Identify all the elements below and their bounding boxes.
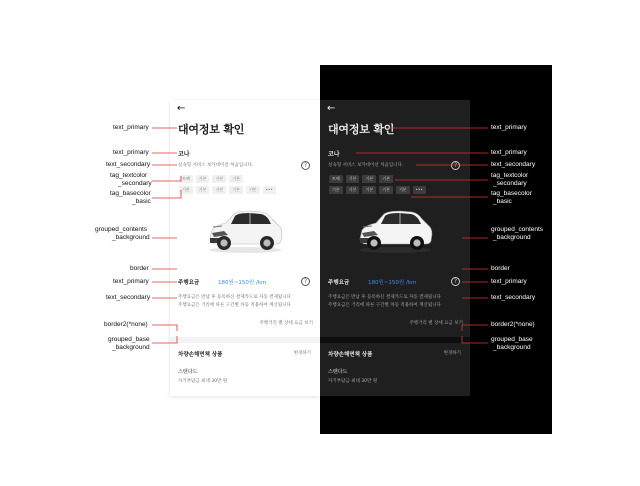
annotation-line: _background — [493, 234, 531, 241]
annotation-border2: border2(*none) — [491, 321, 535, 328]
annotation-tag-textcolor — [110, 172, 152, 188]
fee-label: 주행요금 — [328, 280, 350, 286]
annotation-grouped-contents — [95, 226, 150, 242]
car-description: 실속형 서비스 보카데이션 처음입니다. — [178, 163, 254, 168]
back-arrow-icon[interactable]: ← — [327, 103, 336, 114]
annotation-line: _basic — [132, 198, 151, 205]
car-description: 실속형 서비스 보카데이션 처음입니다. — [328, 163, 404, 168]
option-tag: 기본 — [246, 186, 260, 194]
annotation-text-primary: text_primary — [491, 278, 527, 285]
fee-help-icon[interactable]: ? — [301, 277, 310, 286]
insurance-note: 자기부담금 최대 30만 원 — [328, 379, 378, 384]
annotation-line: tag_textcolor — [110, 172, 148, 179]
fee-description-line: 주행요금은 반납 후 등록하신 결제카드로 자동 결제됩니다 — [178, 295, 291, 300]
annotation-border2: border2(*none) — [104, 321, 148, 328]
option-tag: 트랙 — [179, 175, 193, 183]
annotation-line: _background — [112, 234, 150, 241]
option-tag: 기본 — [212, 175, 226, 183]
fee-help-icon[interactable]: ? — [451, 277, 460, 286]
back-arrow-icon[interactable]: ← — [177, 103, 186, 114]
annotation-grouped-base — [108, 336, 150, 352]
option-tag: 기본 — [362, 175, 376, 183]
option-tag: 기본 — [379, 175, 393, 183]
option-tag: 기본 — [196, 186, 210, 194]
annotation-line: grouped_base — [108, 336, 150, 343]
annotation-line: _background — [493, 344, 531, 351]
option-tag: 기본 — [379, 186, 393, 194]
fee-label: 주행요금 — [178, 280, 200, 286]
annotation-line: _basic — [493, 198, 512, 205]
annotation-line: grouped_base — [491, 336, 533, 343]
option-tag: 기본 — [212, 186, 226, 194]
option-tag: 기본 — [346, 175, 360, 183]
annotation-text-secondary: text_secondary — [106, 294, 151, 301]
page-title: 대여정보 확인 — [328, 123, 395, 136]
more-tags-button[interactable]: ••• — [263, 186, 276, 194]
annotation-line: _background — [112, 344, 150, 351]
annotation-tag-basecolor — [491, 190, 532, 206]
fee-value: 180원~150원 /km — [218, 280, 267, 286]
option-tag: 기본 — [346, 186, 360, 194]
fee-description-line: 주행요금은 반납 후 등록하신 결제카드로 자동 결제됩니다 — [328, 295, 441, 300]
annotation-line: _secondary — [118, 180, 152, 187]
annotation-text-primary: text_primary — [113, 278, 149, 285]
annotation-text-secondary: text_secondary — [106, 161, 151, 168]
fee-detail-link[interactable]: 주행거리 별 상세 요금 보기 — [259, 321, 313, 326]
insurance-plan: 스탠다드 — [328, 369, 348, 375]
option-tag: 기본 — [229, 186, 243, 194]
annotation-text-primary: text_primary — [491, 149, 527, 156]
annotation-text-primary: text_primary — [113, 124, 149, 131]
fee-description-line: 주행요금은 거리에 따른 구간별 차등 적용하여 계산됩니다 — [328, 303, 441, 308]
annotation-line: grouped_contents — [95, 226, 148, 233]
annotation-text-primary: text_primary — [491, 124, 527, 131]
help-icon[interactable]: ? — [451, 161, 460, 170]
insurance-title: 차량손해면책 상품 — [178, 352, 223, 358]
annotation-border: border — [491, 265, 510, 272]
help-icon[interactable]: ? — [301, 161, 310, 170]
annotation-line: tag_basecolor — [491, 190, 532, 197]
fee-detail-link[interactable]: 주행거리 별 상세 요금 보기 — [409, 321, 463, 326]
insurance-change-button[interactable]: 변경하기 — [443, 351, 461, 356]
option-tag: 기본 — [229, 175, 243, 183]
annotation-text-secondary: text_secondary — [491, 161, 536, 168]
fee-value: 180원~150원 /km — [368, 280, 417, 286]
car-name: 코나 — [328, 151, 340, 158]
fee-description-line: 주행요금은 거리에 따른 구간별 차등 적용하여 계산됩니다 — [178, 303, 291, 308]
annotation-line: grouped_contents — [491, 226, 544, 233]
option-tag: 기본 — [329, 186, 343, 194]
option-tag: 기본 — [179, 186, 193, 194]
annotation-line: tag_basecolor — [110, 190, 151, 197]
annotation-border: border — [130, 265, 149, 272]
insurance-title: 차량손해면책 상품 — [328, 352, 373, 358]
more-tags-button[interactable]: ••• — [413, 186, 426, 194]
option-tag: 트랙 — [329, 175, 343, 183]
annotation-line: tag_textcolor — [491, 172, 529, 179]
option-tag: 기본 — [362, 186, 376, 194]
insurance-note: 자기부담금 최대 30만 원 — [178, 379, 228, 384]
annotation-text-primary: text_primary — [113, 149, 149, 156]
option-tag: 기본 — [196, 175, 210, 183]
annotation-tag-basecolor — [110, 190, 151, 206]
annotation-line: _secondary — [493, 180, 527, 187]
car-name: 코나 — [178, 151, 190, 158]
insurance-plan: 스탠다드 — [178, 369, 198, 375]
annotation-grouped-base — [491, 336, 533, 352]
insurance-change-button[interactable]: 변경하기 — [293, 351, 311, 356]
option-tag: 기본 — [396, 186, 410, 194]
annotation-grouped-contents — [491, 226, 543, 242]
page-title: 대여정보 확인 — [178, 123, 245, 136]
annotation-tag-textcolor — [491, 172, 528, 188]
annotation-text-secondary: text_secondary — [491, 294, 536, 301]
